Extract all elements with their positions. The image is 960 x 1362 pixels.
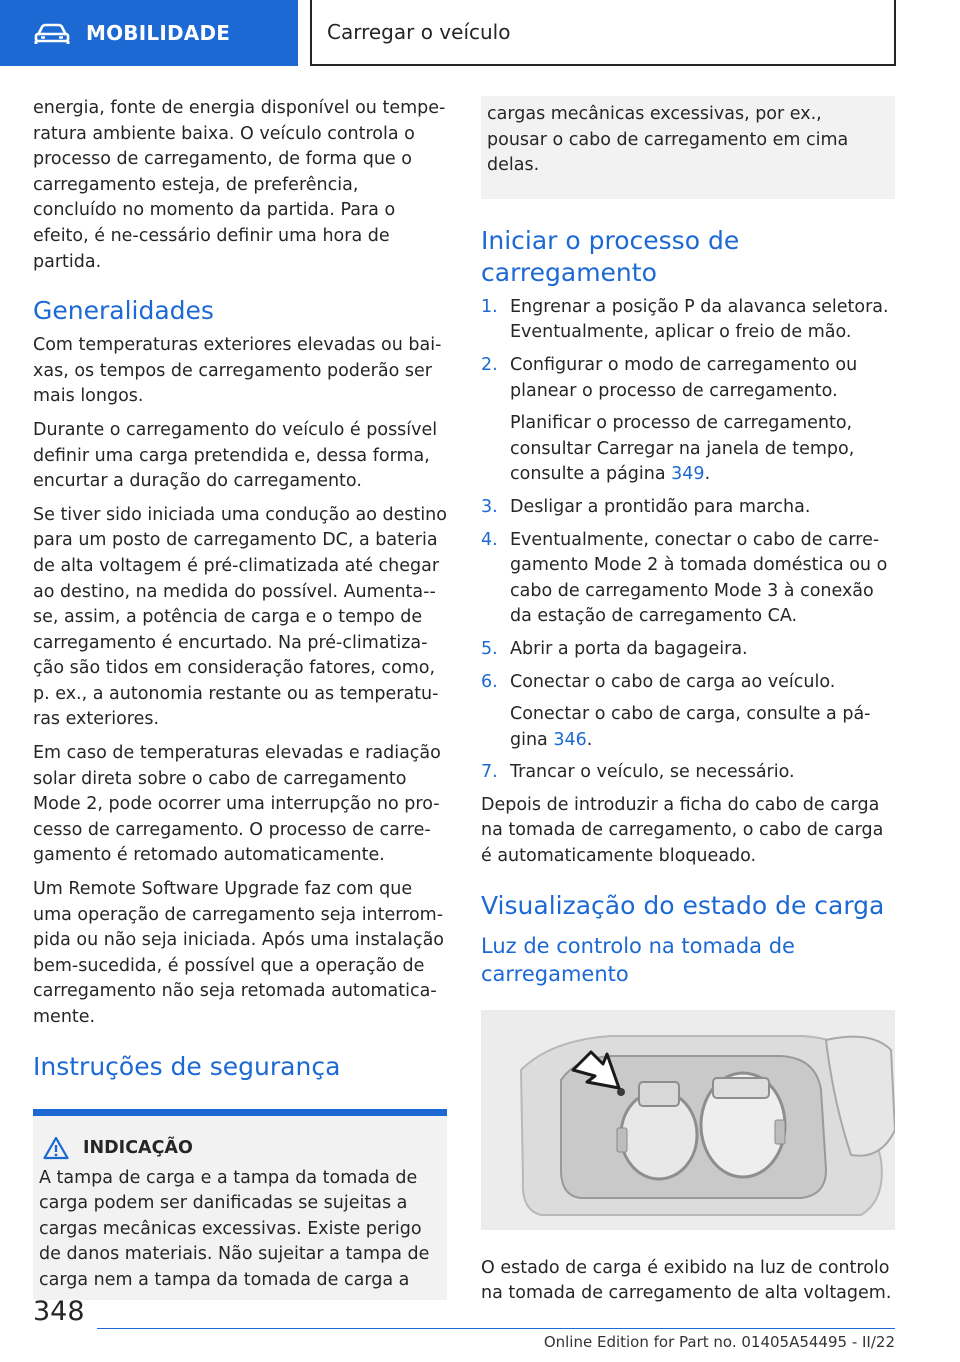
step-text: Desligar a prontidão para marcha. — [510, 496, 811, 517]
step-item — [481, 528, 895, 630]
general-paragraph-2: Durante o carregamento do veículo é possível definir uma carga pretendida e, dessa forma, encurtar a duração do carregamento. — [33, 419, 438, 492]
general-heading: Generalidades — [33, 296, 214, 326]
step-item — [481, 295, 895, 346]
charge-status-heading: Visualização do estado de carga — [481, 890, 885, 920]
section-title: MOBILIDADE — [86, 21, 231, 45]
car-icon — [34, 21, 70, 45]
step-number: 5. — [481, 638, 498, 659]
footer-divider — [97, 1328, 895, 1329]
safety-heading: Instruções de segurança — [33, 1051, 341, 1081]
notice-label: INDICAÇÃO — [83, 1137, 193, 1158]
general-paragraph-1: Com temperaturas exteriores elevadas ou bai-xas, os tempos de carregamento poderão ser mais longos. — [33, 335, 442, 407]
right-column — [481, 96, 895, 1315]
general-paragraph-3: Se tiver sido iniciada uma condução ao destino para um posto de carregamento DC, a bateria de alta voltagem é pré-climatizada até chegar ao destino, na medida do possível. Aumenta--se, assim, a potência de carga e o tempo de carregamento é encurtado. Na pré-climatiza-ção são tidos em consideração fatores, como, p. ex., a autonomia restante ou as temperatu-ras exteriores. — [33, 504, 447, 730]
step-text: Engrenar a posição P da alavanca seletora. Eventualmente, aplicar o freio de mão. — [510, 296, 889, 343]
step-item — [481, 495, 895, 521]
step-item — [481, 353, 895, 488]
step-item — [481, 670, 895, 754]
step-number: 3. — [481, 496, 498, 517]
step-number: 2. — [481, 354, 498, 375]
step-subtext: Conectar o cabo de carga, consulte a pá-gina 346. — [510, 704, 871, 750]
step-text: Eventualmente, conectar o cabo de carre-gamento Mode 2 à tomada doméstica ou o cabo de carregamento Mode 3 à conexão da estação de carregamento CA. — [510, 529, 888, 627]
general-paragraph-5: Um Remote Software Upgrade faz com que uma operação de carregamento seja interrom-pida ou não seja iniciada. Após uma instalação bem-sucedida, é possível que a operação de carregamento não seja retomada automatica-mente. — [33, 879, 445, 1027]
photo-caption: O estado de carga é exibido na luz de controlo na tomada de carregamento de alta voltagem. — [481, 1257, 892, 1304]
notice-continuation-text: cargas mecânicas excessivas, por ex., pousar o cabo de carregamento em cima delas. — [487, 104, 849, 176]
intro-paragraph: energia, fonte de energia disponível ou tempe-ratura ambiente baixa. O veículo controla o processo de carregamento, de forma que o carregamento esteja, de preferência, concluído no momento da partida. Para o efeito, é ne-cessário definir uma hora de partida. — [33, 98, 446, 272]
edition-note: Online Edition for Part no. 01405A54495 - II/22 — [543, 1333, 895, 1351]
step-number: 7. — [481, 762, 498, 783]
step-number: 4. — [481, 529, 498, 550]
step-number: 6. — [481, 671, 498, 692]
page-number: 348 — [33, 1296, 85, 1327]
step-item — [481, 760, 895, 786]
charging-socket-photo — [481, 1010, 895, 1230]
notice-text: A tampa de carga e a tampa da tomada de carga podem ser danificadas se sujeitas a cargas mecânicas excessivas. Existe perigo de danos materiais. Não sujeitar a tampa de carga nem a tampa da tomada de carga a — [39, 1167, 430, 1290]
page-reference-link[interactable]: 346 — [553, 729, 587, 750]
step-number: 1. — [481, 296, 498, 317]
steps-list — [481, 295, 895, 786]
notice-box — [33, 1109, 447, 1300]
page-reference-link[interactable]: 349 — [671, 464, 705, 485]
general-paragraph-4: Em caso de temperaturas elevadas e radiação solar direta sobre o cabo de carregamento Mode 2, pode ocorrer uma interrupção no pro-cesso de carregamento. O processo de carre-gamento é retomado automaticamente. — [33, 743, 441, 866]
after-steps-paragraph: Depois de introduzir a ficha do cabo de carga na tomada de carregamento, o cabo de carga é automaticamente bloqueado. — [481, 794, 884, 867]
notice-header — [39, 1136, 431, 1160]
step-item — [481, 637, 895, 663]
step-text: Trancar o veículo, se necessário. — [510, 762, 795, 783]
step-text: Abrir a porta da bagageira. — [510, 638, 748, 659]
step-text: Configurar o modo de carregamento ou planear o processo de carregamento. — [510, 354, 858, 401]
step-subtext: Planificar o processo de carregamento, consultar Carregar na janela de tempo, consulte a página 349. — [510, 413, 855, 485]
chapter-header — [310, 0, 896, 66]
start-charging-heading: Iniciar o processo de carregamento — [481, 225, 740, 287]
step-text: Conectar o cabo de carga ao veículo. — [510, 671, 836, 692]
notice-continuation — [481, 96, 895, 199]
left-column — [33, 96, 447, 1300]
warning-triangle-icon — [43, 1136, 69, 1160]
section-tab — [0, 0, 298, 66]
chapter-title: Carregar o veículo — [327, 20, 511, 44]
control-light-heading: Luz de controlo na tomada de carregamento — [481, 933, 795, 986]
